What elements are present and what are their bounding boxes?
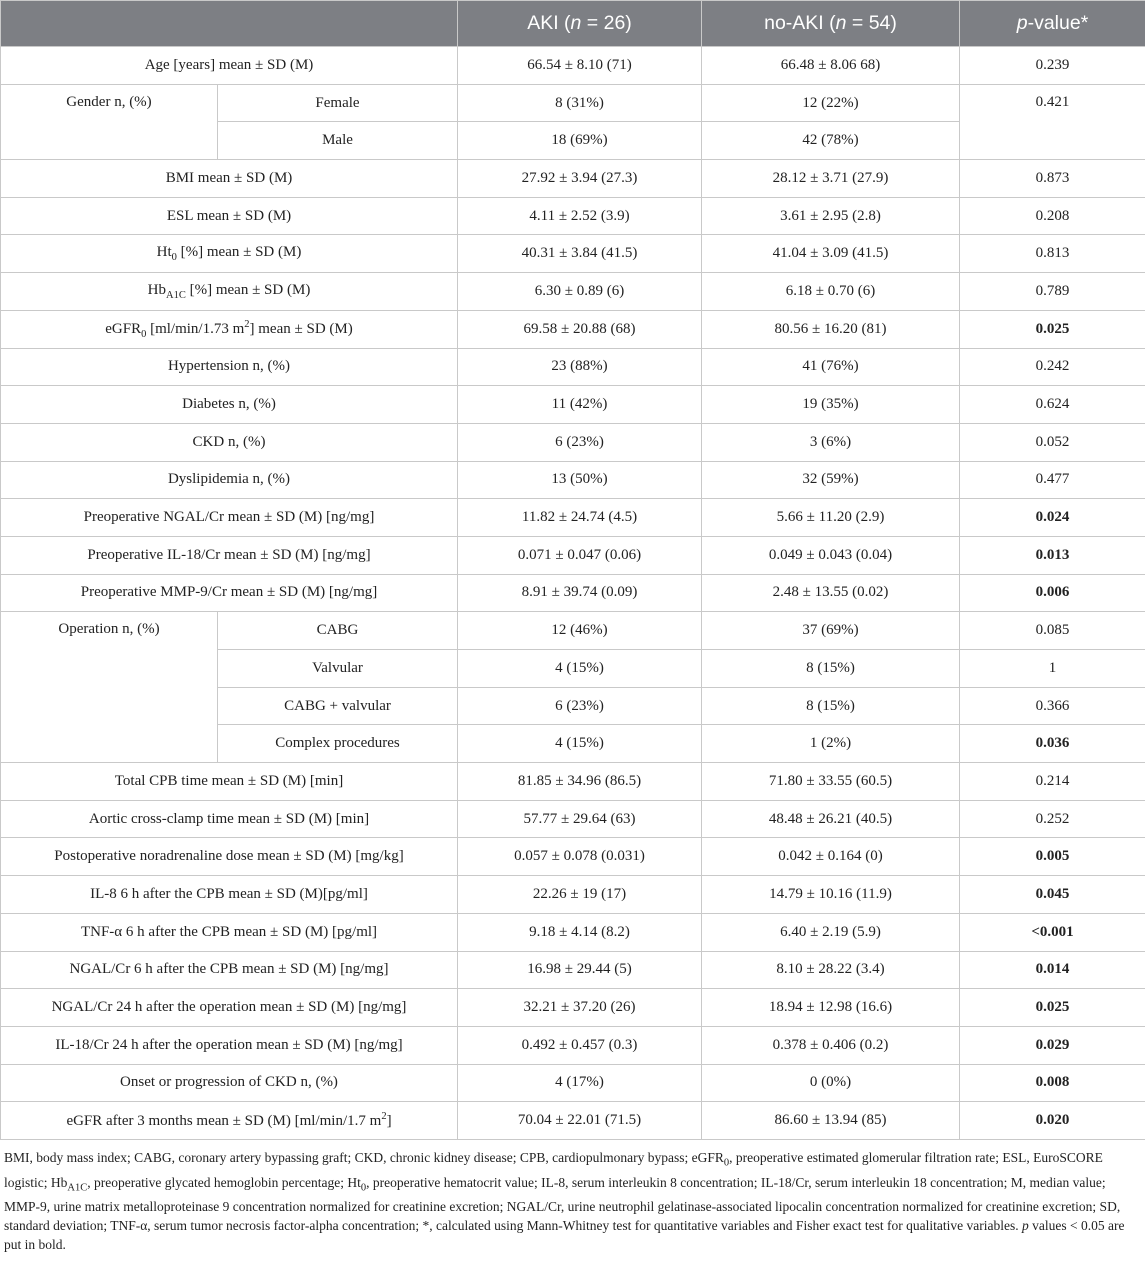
p-value: 0.005 xyxy=(960,838,1145,876)
aki-value: 11.82 ± 24.74 (4.5) xyxy=(458,499,702,537)
sub-label: CABG xyxy=(218,612,458,650)
table-row xyxy=(1,1064,1145,1102)
row-label: Hypertension n, (%) xyxy=(1,348,458,386)
no-aki-value: 32 (59%) xyxy=(702,461,960,499)
aki-value: 8 (31%) xyxy=(458,84,702,122)
row-label: Postoperative noradrenaline dose mean ± SD (M) [mg/kg] xyxy=(1,838,458,876)
table-row xyxy=(1,876,1145,914)
aki-value: 66.54 ± 8.10 (71) xyxy=(458,47,702,85)
table-row xyxy=(1,1102,1145,1140)
row-label: Onset or progression of CKD n, (%) xyxy=(1,1064,458,1102)
no-aki-value: 14.79 ± 10.16 (11.9) xyxy=(702,876,960,914)
row-label: Total CPB time mean ± SD (M) [min] xyxy=(1,763,458,801)
aki-value: 0.057 ± 0.078 (0.031) xyxy=(458,838,702,876)
aki-value: 4 (17%) xyxy=(458,1064,702,1102)
p-value: 0.006 xyxy=(960,574,1145,612)
p-value: 0.477 xyxy=(960,461,1145,499)
sub-label: Male xyxy=(218,122,458,160)
table-row xyxy=(1,499,1145,537)
row-label: CKD n, (%) xyxy=(1,423,458,461)
row-label: Gender n, (%) xyxy=(1,84,218,159)
table-row xyxy=(1,348,1145,386)
header-no-aki: no-AKI (n = 54) xyxy=(702,1,960,47)
p-value: 0.014 xyxy=(960,951,1145,989)
row-label: Preoperative NGAL/Cr mean ± SD (M) [ng/mg] xyxy=(1,499,458,537)
row-label: TNF-α 6 h after the CPB mean ± SD (M) [pg/ml] xyxy=(1,913,458,951)
p-value: 0.813 xyxy=(960,235,1145,273)
table-row xyxy=(1,536,1145,574)
sub-label: Valvular xyxy=(218,650,458,688)
table-row xyxy=(1,47,1145,85)
row-label: NGAL/Cr 24 h after the operation mean ± SD (M) [ng/mg] xyxy=(1,989,458,1027)
p-value: 0.252 xyxy=(960,800,1145,838)
p-value: 0.008 xyxy=(960,1064,1145,1102)
no-aki-value: 0.378 ± 0.406 (0.2) xyxy=(702,1026,960,1064)
table-row xyxy=(1,197,1145,235)
row-label: Diabetes n, (%) xyxy=(1,386,458,424)
p-value: 0.624 xyxy=(960,386,1145,424)
p-value: 0.214 xyxy=(960,763,1145,801)
no-aki-value: 0.042 ± 0.164 (0) xyxy=(702,838,960,876)
row-label: $Ht_0$ [%] mean ± SD (M) xyxy=(1,235,458,273)
header-p-value: p-value* xyxy=(960,1,1145,47)
p-value: 0.085 xyxy=(960,612,1145,650)
no-aki-value: 48.48 ± 26.21 (40.5) xyxy=(702,800,960,838)
aki-value: 4 (15%) xyxy=(458,650,702,688)
no-aki-value: 66.48 ± 8.06 68) xyxy=(702,47,960,85)
header-row xyxy=(1,1,1145,47)
p-value: 0.036 xyxy=(960,725,1145,763)
aki-value: 81.85 ± 34.96 (86.5) xyxy=(458,763,702,801)
p-value: 0.873 xyxy=(960,160,1145,198)
no-aki-value: 80.56 ± 16.20 (81) xyxy=(702,310,960,348)
header-variable xyxy=(1,1,458,47)
p-value: 0.239 xyxy=(960,47,1145,85)
no-aki-value: 6.40 ± 2.19 (5.9) xyxy=(702,913,960,951)
no-aki-value: 8.10 ± 28.22 (3.4) xyxy=(702,951,960,989)
row-label: eGFR after 3 months mean ± SD (M) [ml/min/1.7 $m^2$] xyxy=(1,1102,458,1140)
header-aki: AKI (n = 26) xyxy=(458,1,702,47)
aki-value: 27.92 ± 3.94 (27.3) xyxy=(458,160,702,198)
p-value: <0.001 xyxy=(960,913,1145,951)
aki-value: 23 (88%) xyxy=(458,348,702,386)
p-value: 0.421 xyxy=(960,84,1145,159)
table-row xyxy=(1,235,1145,273)
no-aki-value: 28.12 ± 3.71 (27.9) xyxy=(702,160,960,198)
aki-value: 12 (46%) xyxy=(458,612,702,650)
no-aki-value: 8 (15%) xyxy=(702,687,960,725)
table-row xyxy=(1,386,1145,424)
aki-value: 57.77 ± 29.64 (63) xyxy=(458,800,702,838)
aki-value: 13 (50%) xyxy=(458,461,702,499)
aki-value: 22.26 ± 19 (17) xyxy=(458,876,702,914)
table-row xyxy=(1,273,1145,311)
aki-value: 9.18 ± 4.14 (8.2) xyxy=(458,913,702,951)
no-aki-value: 37 (69%) xyxy=(702,612,960,650)
table-row xyxy=(1,423,1145,461)
table-row xyxy=(1,612,1145,650)
aki-value: 70.04 ± 22.01 (71.5) xyxy=(458,1102,702,1140)
p-value: 0.025 xyxy=(960,989,1145,1027)
no-aki-value: 41 (76%) xyxy=(702,348,960,386)
aki-value: 16.98 ± 29.44 (5) xyxy=(458,951,702,989)
table-row xyxy=(1,951,1145,989)
p-value: 0.045 xyxy=(960,876,1145,914)
no-aki-value: 5.66 ± 11.20 (2.9) xyxy=(702,499,960,537)
table-row xyxy=(1,913,1145,951)
no-aki-value: 0.049 ± 0.043 (0.04) xyxy=(702,536,960,574)
no-aki-value: 0 (0%) xyxy=(702,1064,960,1102)
aki-value: 6 (23%) xyxy=(458,423,702,461)
table-row xyxy=(1,574,1145,612)
p-value: 1 xyxy=(960,650,1145,688)
p-value: 0.029 xyxy=(960,1026,1145,1064)
no-aki-value: 6.18 ± 0.70 (6) xyxy=(702,273,960,311)
p-value: 0.242 xyxy=(960,348,1145,386)
row-label: Operation n, (%) xyxy=(1,612,218,763)
table-row xyxy=(1,160,1145,198)
sub-label: Complex procedures xyxy=(218,725,458,763)
aki-value: 0.071 ± 0.047 (0.06) xyxy=(458,536,702,574)
row-label: BMI mean ± SD (M) xyxy=(1,160,458,198)
p-value: 0.052 xyxy=(960,423,1145,461)
table-row xyxy=(1,763,1145,801)
no-aki-value: 3.61 ± 2.95 (2.8) xyxy=(702,197,960,235)
no-aki-value: 86.60 ± 13.94 (85) xyxy=(702,1102,960,1140)
row-label: IL-8 6 h after the CPB mean ± SD (M)[pg/ml] xyxy=(1,876,458,914)
sub-label: CABG + valvular xyxy=(218,687,458,725)
table-row xyxy=(1,1026,1145,1064)
aki-value: 32.21 ± 37.20 (26) xyxy=(458,989,702,1027)
p-value: 0.024 xyxy=(960,499,1145,537)
row-label: $Hb_{A1C}$ [%] mean ± SD (M) xyxy=(1,273,458,311)
row-label: NGAL/Cr 6 h after the CPB mean ± SD (M) [ng/mg] xyxy=(1,951,458,989)
table-row xyxy=(1,310,1145,348)
row-label: ESL mean ± SD (M) xyxy=(1,197,458,235)
aki-value: 0.492 ± 0.457 (0.3) xyxy=(458,1026,702,1064)
aki-value: 11 (42%) xyxy=(458,386,702,424)
no-aki-value: 41.04 ± 3.09 (41.5) xyxy=(702,235,960,273)
p-value: 0.020 xyxy=(960,1102,1145,1140)
sub-label: Female xyxy=(218,84,458,122)
row-label: Preoperative IL-18/Cr mean ± SD (M) [ng/mg] xyxy=(1,536,458,574)
no-aki-value: 19 (35%) xyxy=(702,386,960,424)
no-aki-value: 42 (78%) xyxy=(702,122,960,160)
no-aki-value: 1 (2%) xyxy=(702,725,960,763)
no-aki-value: 18.94 ± 12.98 (16.6) xyxy=(702,989,960,1027)
row-label: Age [years] mean ± SD (M) xyxy=(1,47,458,85)
p-value: 0.366 xyxy=(960,687,1145,725)
row-label: eGFR$_0$ [ml/min/1.73 $m^2$] mean ± SD (M) xyxy=(1,310,458,348)
table-row xyxy=(1,461,1145,499)
row-label: IL-18/Cr 24 h after the operation mean ± SD (M) [ng/mg] xyxy=(1,1026,458,1064)
no-aki-value: 2.48 ± 13.55 (0.02) xyxy=(702,574,960,612)
p-value: 0.789 xyxy=(960,273,1145,311)
aki-value: 69.58 ± 20.88 (68) xyxy=(458,310,702,348)
aki-value: 4.11 ± 2.52 (3.9) xyxy=(458,197,702,235)
no-aki-value: 8 (15%) xyxy=(702,650,960,688)
aki-value: 6 (23%) xyxy=(458,687,702,725)
row-label: Dyslipidemia n, (%) xyxy=(1,461,458,499)
aki-value: 18 (69%) xyxy=(458,122,702,160)
aki-value: 8.91 ± 39.74 (0.09) xyxy=(458,574,702,612)
p-value: 0.013 xyxy=(960,536,1145,574)
aki-value: 6.30 ± 0.89 (6) xyxy=(458,273,702,311)
aki-value: 4 (15%) xyxy=(458,725,702,763)
row-label: Preoperative MMP-9/Cr mean ± SD (M) [ng/mg] xyxy=(1,574,458,612)
table-row xyxy=(1,838,1145,876)
no-aki-value: 3 (6%) xyxy=(702,423,960,461)
p-value: 0.025 xyxy=(960,310,1145,348)
p-value: 0.208 xyxy=(960,197,1145,235)
table-row xyxy=(1,989,1145,1027)
no-aki-value: 71.80 ± 33.55 (60.5) xyxy=(702,763,960,801)
no-aki-value: 12 (22%) xyxy=(702,84,960,122)
table-row xyxy=(1,84,1145,122)
table-row xyxy=(1,800,1145,838)
aki-value: 40.31 ± 3.84 (41.5) xyxy=(458,235,702,273)
table-footnote: BMI, body mass index; CABG, coronary artery bypassing graft; CKD, chronic kidney disease; CPB, cardiopulmonary bypass; eGFR$_0$, preoperative estimated glomerular filtration rate; ESL, EuroSCORE logistic; $Hb_{A1C}$, preoperative glycated hemoglobin percentage; $Ht_0$, preoperative hematocrit value; IL-8, serum interleukin 8 concentration; IL-18/Cr, serum interleukin 18 concentration; M, median value; MMP-9, urine matrix metalloproteinase 9 concentration normalized for creatinine excretion; NGAL/Cr, urine neutrophil gelatinase-associated lipocalin concentration normalized for creatinine excretion; SD, standard deviation; TNF-α, serum tumor necrosis factor-alpha concentration; *, calculated using Mann-Whitney test for quantitative variables and Fisher exact test for qualitative variables. p values < 0.05 are put in bold. xyxy=(4,1149,1125,1253)
row-label: Aortic cross-clamp time mean ± SD (M) [min] xyxy=(1,800,458,838)
